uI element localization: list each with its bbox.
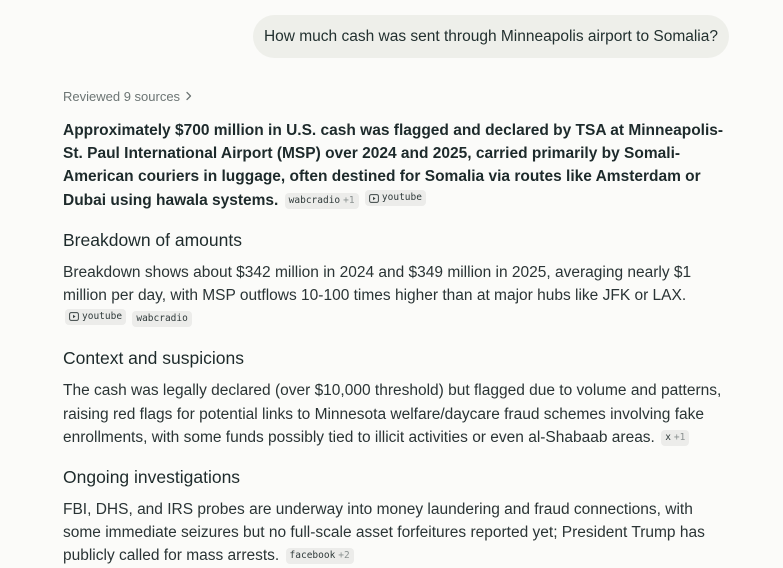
chevron-right-icon — [185, 91, 193, 101]
section-text: Breakdown shows about $342 million in 2024 and $349 million in 2025, averaging nearly $1 million per day, with MSP outflows 10-100 times higher than at major hubs like JFK or LAX. — [63, 263, 692, 305]
play-icon — [369, 194, 379, 203]
answer-lead-paragraph — [63, 119, 733, 212]
reviewed-sources-label: Reviewed 9 sources — [63, 88, 181, 104]
citation-chip-x[interactable] — [661, 430, 689, 446]
section-heading-investigations: Ongoing investigations — [63, 467, 241, 488]
citation-chip-wabcradio[interactable] — [132, 311, 191, 327]
citation-more-count: +1 — [673, 431, 686, 443]
citation-source-name: wabcradio — [288, 194, 341, 206]
assistant-answer — [63, 86, 733, 568]
reviewed-sources-toggle[interactable] — [63, 86, 733, 106]
section-heading-breakdown: Breakdown of amounts — [63, 229, 242, 250]
citation-more-count: +1 — [343, 194, 355, 206]
section-text: The cash was legally declared (over $10,000 threshold) but flagged due to volume and patterns, raising red flags for potential links to Minnesota welfare/daycare fraud schemes involving fake enrollments, with some funds possibly tied to illicit activities or even al-Shabaab areas. — [63, 382, 722, 446]
play-icon — [69, 312, 79, 321]
citation-chip-youtube[interactable] — [365, 190, 426, 206]
citation-source-name: facebook — [289, 550, 336, 562]
section-paragraph-context — [63, 379, 733, 449]
user-message-text: How much cash was sent through Minneapolis airport to Somalia? — [263, 27, 718, 45]
citation-chip-facebook[interactable] — [286, 548, 354, 564]
section-heading-context: Context and suspicions — [63, 348, 244, 369]
citation-source-name: x — [665, 431, 671, 443]
user-message-bubble — [253, 15, 729, 58]
section-paragraph-breakdown — [63, 261, 733, 331]
citation-chip-youtube[interactable] — [65, 309, 126, 325]
answer-lead-text: Approximately $700 million in U.S. cash was flagged and declared by TSA at Minneapolis-St. Paul International Airport (MSP) over 2024 and 2025, carried primarily by Somali-American couriers in luggage, often destined for Somalia via routes like Amsterdam or Dubai using hawala systems. — [63, 122, 724, 209]
citation-source-name: youtube — [82, 310, 123, 322]
section-text: FBI, DHS, and IRS probes are underway into money laundering and fraud connections, with some immediate seizures but no full-scale asset forfeitures reported yet; President Trump has publicly called for mass arrests. — [63, 501, 705, 565]
citation-chip-wabcradio[interactable] — [285, 193, 359, 209]
section-paragraph-investigations — [63, 498, 733, 568]
citation-more-count: +2 — [338, 550, 350, 562]
citation-source-name: youtube — [381, 192, 422, 204]
citation-source-name: wabcradio — [136, 313, 188, 325]
